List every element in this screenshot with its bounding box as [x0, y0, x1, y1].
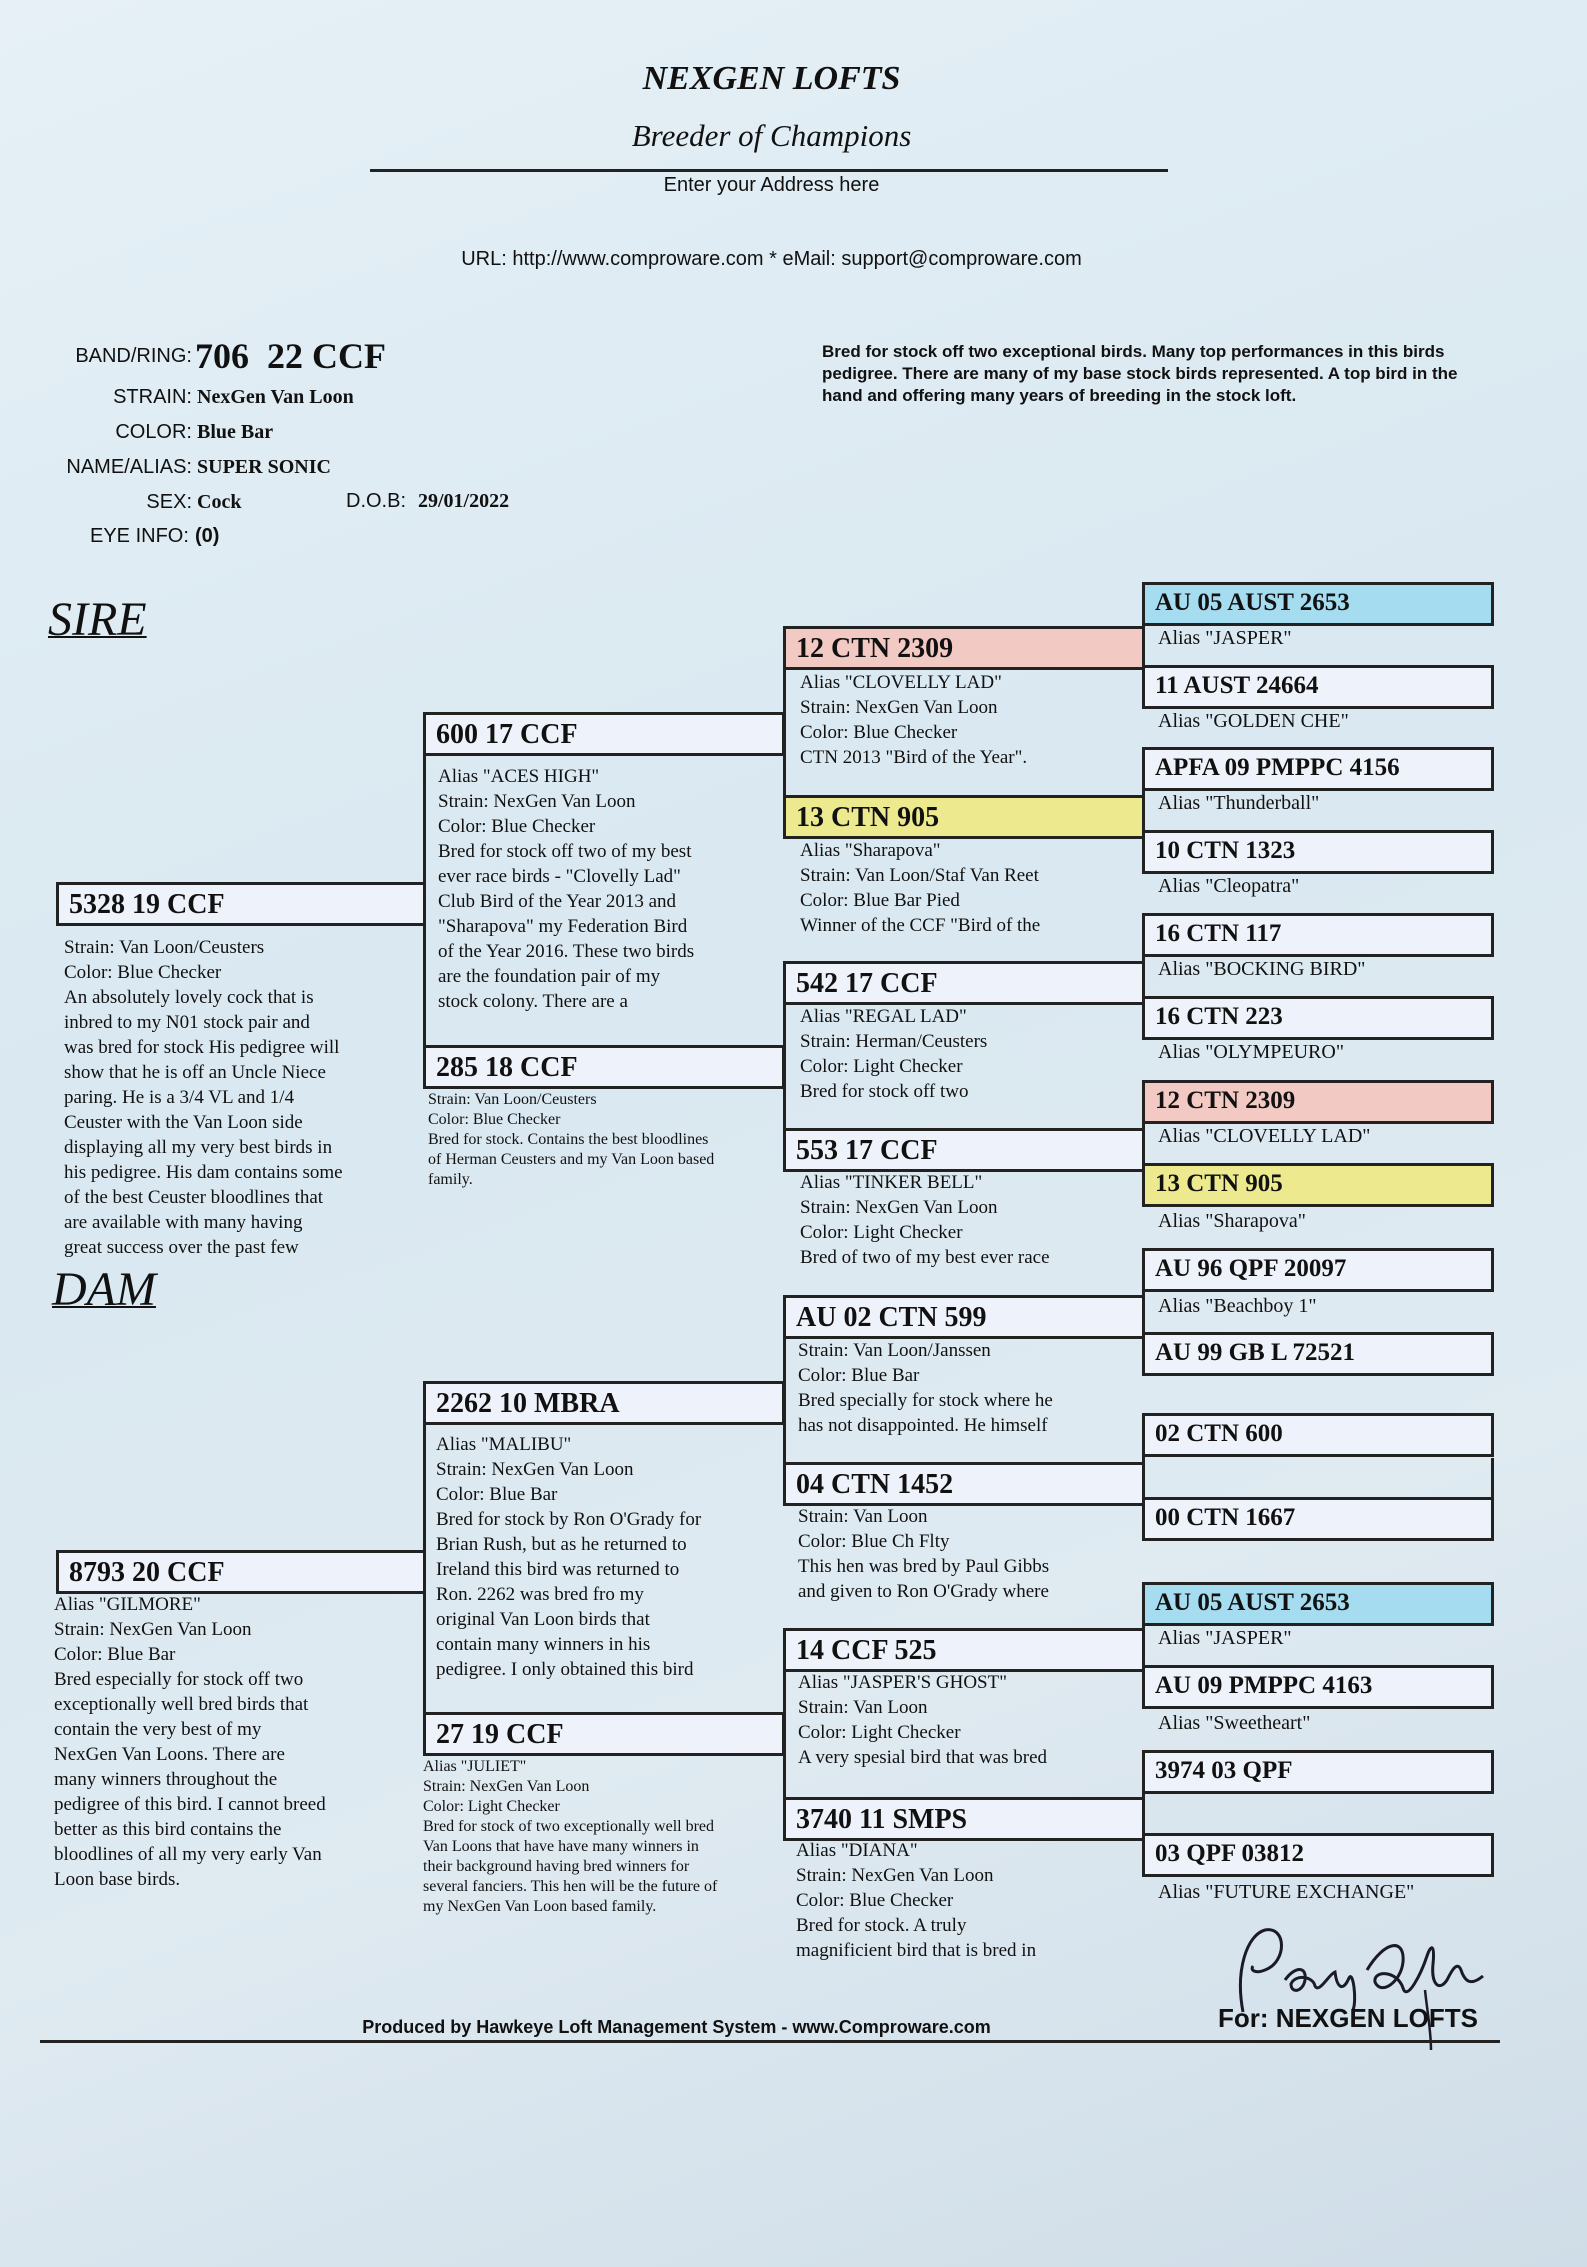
url-email-line: URL: http://www.comproware.com * eMail: support@comproware.com — [461, 248, 1082, 270]
gen3-band-box — [783, 1797, 1145, 1841]
produced-by-text: Produced by Hawkeye Loft Management System - www.Comproware.com — [362, 2017, 991, 2037]
for-loft-label: For: NEXGEN LOFTS — [1218, 2003, 1478, 2033]
gen4-alias: Alias "Thunderball" — [1158, 792, 1320, 814]
gen3-band-box — [783, 1628, 1145, 1672]
note-line: pedigree of this bird. I cannot breed — [54, 1794, 326, 1815]
note-line: Strain: NexGen Van Loon — [423, 1778, 590, 1795]
gen4-alias: Alias "GOLDEN CHE" — [1158, 710, 1349, 732]
sex-value: Cock — [197, 491, 242, 513]
gen2-band-box — [423, 1712, 785, 1756]
gen3-band: 04 CTN 1452 — [796, 1469, 954, 1500]
note-line: Loon base birds. — [54, 1869, 181, 1890]
color-value: Blue Bar — [197, 421, 274, 443]
color-label: COLOR: — [115, 421, 192, 443]
gen4-band: 10 CTN 1323 — [1155, 837, 1296, 864]
note-line: Bred for stock. A truly — [796, 1915, 967, 1936]
gen4-alias: Alias "Beachboy 1" — [1158, 1295, 1317, 1317]
footer-rule — [40, 2040, 1500, 2043]
gen2-band: 2262 10 MBRA — [436, 1388, 620, 1419]
note-line: Strain: Van Loon — [798, 1506, 928, 1527]
gen4-alias: Alias "CLOVELLY LAD" — [1158, 1125, 1371, 1147]
gen4-band: AU 05 AUST 2653 — [1155, 1589, 1350, 1616]
note-line: their background having bred winners for — [423, 1858, 690, 1875]
bird-description: Bred for stock off two exceptional birds. Many top performances in this birds pedigree. There are many of my base stock birds represented. A top bird in the hand and offering many years of breeding in the stock loft. — [822, 342, 1458, 405]
gen2-band: 285 18 CCF — [436, 1052, 578, 1083]
gen3-band: 553 17 CCF — [796, 1135, 938, 1166]
sire-section-label: SIRE — [48, 593, 147, 646]
note-line: Alias "Sharapova" — [800, 840, 941, 861]
gen4-alias: Alias "BOCKING BIRD" — [1158, 958, 1366, 980]
note-line: Color: Blue Bar — [798, 1365, 920, 1386]
note-line: are the foundation pair of my — [438, 966, 661, 987]
gen2-notes — [436, 1432, 781, 1682]
gen4-band-box — [1142, 913, 1494, 957]
note-line: Color: Blue Ch Flty — [798, 1531, 950, 1552]
note-line: Brian Rush, but as he returned to — [436, 1534, 687, 1555]
gen3-band: 542 17 CCF — [796, 968, 938, 999]
note-line: Bred for stock by Ron O'Grady for — [436, 1509, 702, 1530]
note-line: Alias "JULIET" — [423, 1758, 527, 1775]
dob-label: D.O.B: — [346, 490, 407, 512]
note-line: ever race birds - "Clovelly Lad" — [438, 866, 681, 887]
dam-band-box — [56, 1550, 426, 1594]
note-line: of the best Ceuster bloodlines that — [64, 1187, 324, 1208]
note-line: stock colony. There are a — [438, 991, 628, 1012]
note-line: Color: Blue Checker — [64, 962, 222, 983]
gen3-notes — [798, 1504, 1138, 1604]
gen4-band-box — [1142, 1332, 1494, 1376]
sire-notes — [64, 935, 424, 1260]
gen4-band: 16 CTN 223 — [1155, 1003, 1283, 1030]
note-line: bloodlines of all my very early Van — [54, 1844, 322, 1865]
note-line: Bred of two of my best ever race — [800, 1247, 1050, 1268]
gen4-alias: Alias "JASPER" — [1158, 1627, 1292, 1649]
note-line: Club Bird of the Year 2013 and — [438, 891, 677, 912]
gen4-band-box — [1142, 1665, 1494, 1709]
gen3-band: 12 CTN 2309 — [796, 633, 954, 664]
address-line: Enter your Address here — [663, 174, 880, 196]
note-line: This hen was bred by Paul Gibbs — [798, 1556, 1050, 1577]
note-line: Bred for stock. Contains the best bloodlines — [428, 1131, 709, 1148]
gen4-band: 3974 03 QPF — [1155, 1757, 1293, 1784]
note-line: Strain: NexGen Van Loon — [800, 1197, 998, 1218]
gen3-band: AU 02 CTN 599 — [796, 1302, 987, 1333]
note-line: are available with many having — [64, 1212, 303, 1233]
note-line: An absolutely lovely cock that is — [64, 987, 314, 1008]
note-line: Color: Light Checker — [800, 1056, 963, 1077]
gen3-notes — [800, 670, 1140, 770]
note-line: pedigree. I only obtained this bird — [436, 1659, 694, 1680]
gen3-notes — [800, 838, 1140, 938]
note-line: A very spesial bird that was bred — [798, 1747, 1048, 1768]
note-line: Winner of the CCF "Bird of the — [800, 915, 1041, 936]
note-line: CTN 2013 "Bird of the Year". — [800, 747, 1028, 768]
note-line: displaying all my very best birds in — [64, 1137, 333, 1158]
note-line: Alias "JASPER'S GHOST" — [798, 1672, 1007, 1693]
note-line: show that he is off an Uncle Niece — [64, 1062, 326, 1083]
strain-label: STRAIN: — [113, 386, 192, 408]
note-line: Ireland this bird was returned to — [436, 1559, 680, 1580]
loft-title: NEXGEN LOFTS — [642, 60, 901, 97]
gen4-alias: Alias "JASPER" — [1158, 627, 1292, 649]
gen3-band-box — [783, 795, 1145, 839]
sex-label: SEX: — [146, 491, 192, 513]
note-line: "Sharapova" my Federation Bird — [438, 916, 688, 937]
note-line: Bred especially for stock off two — [54, 1669, 304, 1690]
gen4-alias: Alias "OLYMPEURO" — [1158, 1041, 1344, 1063]
note-line: inbred to my N01 stock pair and — [64, 1012, 310, 1033]
note-line: Strain: NexGen Van Loon — [436, 1459, 634, 1480]
note-line: original Van Loon birds that — [436, 1609, 650, 1630]
gen2-band-box — [423, 1045, 785, 1089]
name-alias-value: SUPER SONIC — [197, 456, 331, 478]
note-line: several fanciers. This hen will be the future of — [423, 1878, 718, 1895]
note-line: Strain: Van Loon/Ceusters — [64, 937, 265, 958]
strain-value: NexGen Van Loon — [197, 386, 354, 408]
gen4-band-box — [1142, 582, 1494, 626]
note-line: paring. He is a 3/4 VL and 1/4 — [64, 1087, 295, 1108]
gen3-band: 13 CTN 905 — [796, 802, 940, 833]
gen2-band-box — [423, 1381, 785, 1425]
band-value: 706 22 CCF — [195, 336, 386, 376]
gen4-band: 16 CTN 117 — [1155, 920, 1282, 947]
note-line: Color: Blue Checker — [438, 816, 596, 837]
gen4-alias: Alias "Cleopatra" — [1158, 875, 1300, 897]
gen2-band: 27 19 CCF — [436, 1719, 564, 1750]
gen4-band: 00 CTN 1667 — [1155, 1504, 1296, 1531]
band-label: BAND/RING: — [75, 345, 192, 367]
note-line: Color: Blue Bar — [54, 1644, 176, 1665]
note-line: Alias "DIANA" — [796, 1840, 918, 1861]
gen4-band: 12 CTN 2309 — [1155, 1087, 1296, 1114]
note-line: my NexGen Van Loon based family. — [423, 1898, 657, 1915]
dam-section-label: DAM — [52, 1263, 156, 1316]
note-line: Strain: NexGen Van Loon — [438, 791, 636, 812]
note-line: Strain: Van Loon/Ceusters — [428, 1091, 597, 1108]
gen4-band: 11 AUST 24664 — [1155, 672, 1319, 699]
note-line: Alias "GILMORE" — [54, 1594, 201, 1615]
note-line: Color: Blue Bar — [436, 1484, 558, 1505]
note-line: Strain: NexGen Van Loon — [800, 697, 998, 718]
gen2-band: 600 17 CCF — [436, 719, 578, 750]
note-line: his pedigree. His dam contains some — [64, 1162, 343, 1183]
gen4-band: AU 99 GB L 72521 — [1155, 1339, 1356, 1366]
note-line: Alias "ACES HIGH" — [438, 766, 600, 787]
dam-notes — [54, 1592, 424, 1892]
gen3-band-box — [783, 1128, 1145, 1172]
note-line: better as this bird contains the — [54, 1819, 282, 1840]
note-line: Ceuster with the Van Loon side — [64, 1112, 303, 1133]
note-line: exceptionally well bred birds that — [54, 1694, 309, 1715]
gen4-band-box — [1142, 1750, 1494, 1794]
note-line: contain many winners in his — [436, 1634, 651, 1655]
gen4-band: AU 09 PMPPC 4163 — [1155, 1672, 1373, 1699]
note-line: Color: Light Checker — [423, 1798, 560, 1815]
sire-band: 5328 19 CCF — [69, 889, 225, 920]
gen3-notes — [798, 1338, 1138, 1438]
note-line: Color: Blue Bar Pied — [800, 890, 960, 911]
note-line: Bred for stock off two of my best — [438, 841, 692, 862]
note-line: NexGen Van Loons. There are — [54, 1744, 285, 1765]
gen4-band-box — [1142, 1163, 1494, 1207]
note-line: contain the very best of my — [54, 1719, 262, 1740]
gen4-alias: Alias "Sharapova" — [1158, 1210, 1306, 1232]
gen3-band-box — [783, 1295, 1145, 1339]
gen2-notes — [438, 764, 783, 1014]
note-line: Strain: NexGen Van Loon — [796, 1865, 994, 1886]
note-line: Bred for stock of two exceptionally well bred — [423, 1818, 715, 1835]
gen4-band: 02 CTN 600 — [1155, 1420, 1283, 1447]
note-line: Strain: NexGen Van Loon — [54, 1619, 252, 1640]
gen4-alias: Alias "Sweetheart" — [1158, 1712, 1311, 1734]
note-line: was bred for stock His pedigree will — [64, 1037, 340, 1058]
name-alias-label: NAME/ALIAS: — [66, 456, 192, 478]
gen4-band: AU 05 AUST 2653 — [1155, 589, 1350, 616]
gen4-band-box — [1142, 1833, 1494, 1877]
gen4-band-box — [1142, 747, 1494, 791]
eye-info-label: EYE INFO: — [90, 525, 189, 547]
note-line: Color: Blue Checker — [428, 1111, 561, 1128]
note-line: Alias "CLOVELLY LAD" — [800, 672, 1002, 693]
gen3-band-box — [783, 626, 1145, 670]
gen3-notes — [798, 1670, 1138, 1770]
note-line: Strain: Herman/Ceusters — [800, 1031, 988, 1052]
gen3-band-box — [783, 1462, 1145, 1506]
gen3-notes — [800, 1170, 1140, 1270]
gen4-band: 03 QPF 03812 — [1155, 1840, 1305, 1867]
note-line: Ron. 2262 was bred fro my — [436, 1584, 644, 1605]
note-line: magnificient bird that is bred in — [796, 1940, 1037, 1961]
gen4-band-box — [1142, 1080, 1494, 1124]
gen4-band-box — [1142, 830, 1494, 874]
note-line: has not disappointed. He himself — [798, 1415, 1048, 1436]
gen4-alias: Alias "FUTURE EXCHANGE" — [1158, 1881, 1415, 1903]
note-line: many winners throughout the — [54, 1769, 278, 1790]
gen4-band-box — [1142, 1248, 1494, 1292]
note-line: Color: Blue Checker — [796, 1890, 954, 1911]
gen2-notes — [423, 1757, 785, 1917]
gen4-band-box — [1142, 1413, 1494, 1457]
note-line: Strain: Van Loon — [798, 1697, 928, 1718]
note-line: Strain: Van Loon/Janssen — [798, 1340, 991, 1361]
note-line: of the Year 2016. These two birds — [438, 941, 695, 962]
gen3-band: 14 CCF 525 — [796, 1635, 937, 1666]
gen4-band: APFA 09 PMPPC 4156 — [1155, 754, 1400, 781]
dam-band: 8793 20 CCF — [69, 1557, 225, 1588]
gen4-band-box — [1142, 665, 1494, 709]
header-rule — [370, 169, 1168, 172]
eye-info-value: (0) — [195, 525, 220, 547]
gen3-notes — [800, 1004, 1140, 1104]
note-line: Van Loons that have have many winners in — [423, 1838, 699, 1855]
note-line: great success over the past few — [64, 1237, 299, 1258]
gen3-band-box — [783, 961, 1145, 1005]
gen3-band: 3740 11 SMPS — [796, 1804, 968, 1835]
gen4-band-box-empty — [1142, 1458, 1494, 1502]
sire-band-box — [56, 882, 426, 926]
note-line: Alias "MALIBU" — [436, 1434, 572, 1455]
gen4-band: 13 CTN 905 — [1155, 1170, 1283, 1197]
note-line: Strain: Van Loon/Staf Van Reet — [800, 865, 1039, 886]
note-line: Color: Light Checker — [798, 1722, 961, 1743]
note-line: and given to Ron O'Grady where — [798, 1581, 1049, 1602]
dob-value: 29/01/2022 — [418, 490, 510, 512]
gen4-band-box — [1142, 1582, 1494, 1626]
gen3-notes — [796, 1838, 1136, 1963]
gen4-band: AU 96 QPF 20097 — [1155, 1255, 1347, 1282]
note-line: Color: Light Checker — [800, 1222, 963, 1243]
note-line: Color: Blue Checker — [800, 722, 958, 743]
gen2-band-box — [423, 712, 785, 756]
note-line: Bred specially for stock where he — [798, 1390, 1053, 1411]
note-line: family. — [428, 1171, 473, 1188]
note-line: Alias "REGAL LAD" — [800, 1006, 967, 1027]
gen2-notes — [428, 1090, 783, 1190]
gen4-band-box — [1142, 1497, 1494, 1541]
note-line: Alias "TINKER BELL" — [800, 1172, 983, 1193]
note-line: Bred for stock off two — [800, 1081, 969, 1102]
loft-subtitle: Breeder of Champions — [631, 118, 912, 153]
note-line: of Herman Ceusters and my Van Loon based — [428, 1151, 715, 1168]
gen4-band-box — [1142, 996, 1494, 1040]
